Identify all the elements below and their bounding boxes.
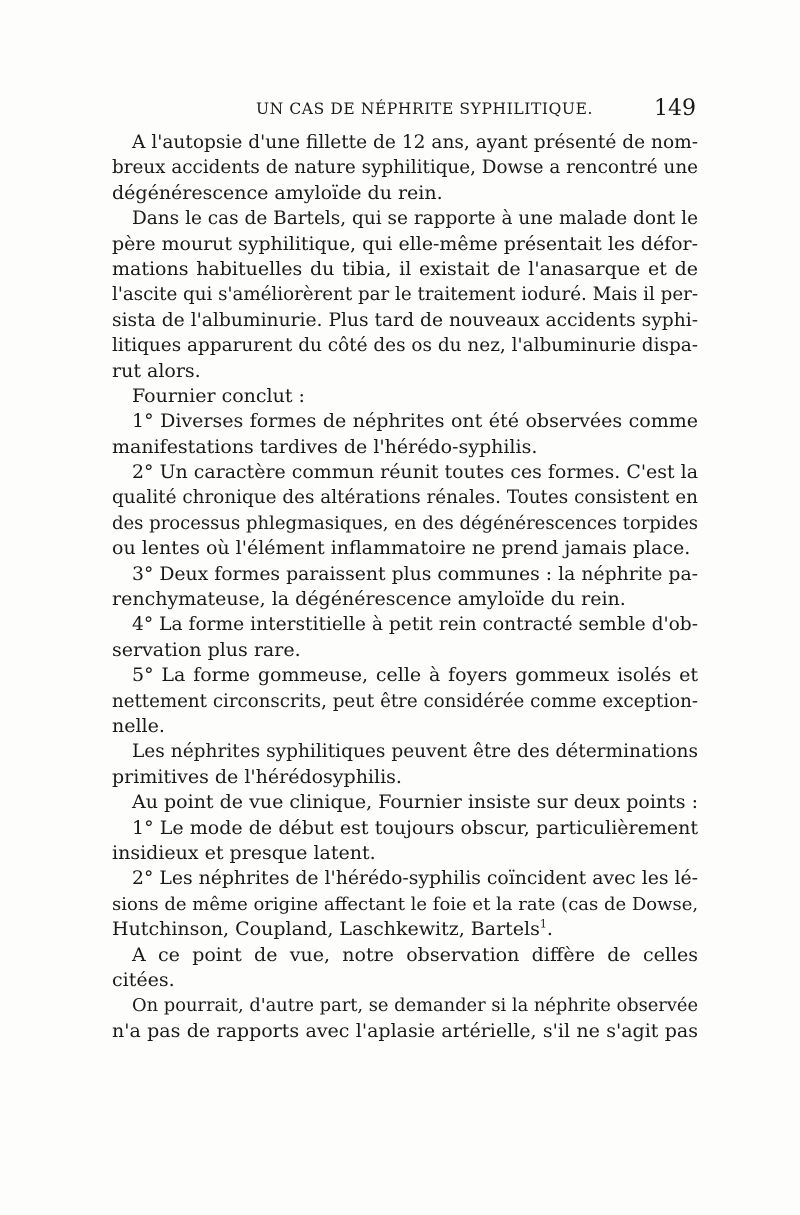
text-line (112, 308, 698, 333)
text-line-content: Dans le cas de Bartels, qui se rapporte à une malade dont le (132, 208, 698, 230)
text-line-content: citées. (112, 968, 175, 991)
text-line (112, 917, 698, 942)
running-title: UN CAS DE NÉPHRITE SYPHILITIQUE. (256, 100, 594, 118)
text-line (112, 892, 698, 917)
text-line-content: servation plus rare. (112, 638, 301, 661)
text-line-content: renchymateuse, la dégénérescence amyloïde du rein. (112, 588, 626, 611)
text-line-content: ou lentes où l'élément inflammatoire ne prend jamais place. (112, 537, 691, 560)
text-line (112, 511, 698, 536)
text-line-content: Fournier conclut : (132, 384, 305, 407)
text-line-content: n'a pas de rapports avec l'aplasie artérielle, s'il ne s'agit pas (112, 1019, 698, 1042)
text-line-content: l'ascite qui s'améliorèrent par le traitement ioduré. Mais il per- (112, 284, 698, 306)
footnote-mark: 1 (539, 917, 547, 931)
text-line (112, 663, 698, 688)
text-line (112, 993, 698, 1018)
text-line-content: 5° La forme gommeuse, celle à foyers gommeux isolés et (132, 664, 698, 687)
text-line (112, 638, 698, 663)
text-line-content: 2° Les néphrites de l'hérédo-syphilis coïncident avec les lé- (132, 868, 698, 890)
text-line-content: 4° La forme interstitielle à petit rein contracté semble d'ob- (132, 614, 698, 636)
text-line-content: Les néphrites syphilitiques peuvent être des déterminations (132, 741, 698, 763)
text-line (112, 790, 698, 815)
text-line-content: 3° Deux formes paraissent plus communes : la néphrite pa- (132, 563, 698, 585)
text-line (112, 181, 698, 206)
text-line-content: A l'autopsie d'une fillette de 12 ans, ayant présenté de nom- (132, 132, 698, 153)
text-line (112, 333, 698, 358)
text-line-content: mations habituelles du tibia, il existait de l'anasarque et de (112, 257, 698, 280)
text-line (112, 739, 698, 764)
text-line-content: qualité chronique des altérations rénales. Toutes consistent en (112, 487, 698, 509)
text-line (112, 587, 698, 612)
text-line-content: insidieux et presque latent. (112, 841, 376, 864)
text-line-content: breux accidents de nature syphilitique, Dowse a rencontré une (112, 157, 698, 179)
text-line-content: sista de l'albuminurie. Plus tard de nouveaux accidents syphi- (112, 309, 698, 331)
text-line (112, 841, 698, 866)
text-line (112, 384, 698, 409)
text-line (112, 485, 698, 510)
text-line (112, 562, 698, 587)
text-line (112, 1019, 698, 1044)
text-line (112, 206, 698, 231)
text-line-content: sions de même origine affectant le foie et la rate (cas de Dowse, (112, 893, 699, 915)
text-line (112, 816, 698, 841)
text-line-content: litiques apparurent du côté des os du nez, l'albuminurie dispa- (112, 335, 698, 357)
text-line (112, 866, 698, 891)
text-line (112, 257, 698, 282)
text-line (112, 612, 698, 637)
text-line-content: On pourrait, d'autre part, se demander si la néphrite observée (132, 995, 698, 1017)
text-line-content: père mourut syphilitique, qui elle-même présentait les défor- (112, 232, 698, 255)
text-line (112, 282, 698, 307)
text-line (112, 409, 698, 434)
text-line-content: 2° Un caractère commun réunit toutes ces formes. C'est la (132, 461, 698, 484)
text-line (112, 689, 698, 714)
text-line-content: nettement circonscrits, peut être considérée comme exception- (112, 690, 698, 712)
text-line (112, 155, 698, 180)
text-line-content: des processus phlegmasiques, en des dégénérescences torpides (112, 512, 698, 534)
body-text (112, 130, 698, 1044)
text-line-content: A ce point de vue, notre observation diffère de celles (132, 943, 698, 966)
text-line (112, 943, 698, 968)
text-line (112, 536, 698, 561)
text-line-content: rut alors. (112, 359, 201, 382)
text-line (112, 359, 698, 384)
text-line-content: Au point de vue clinique, Fournier insiste sur deux points : (132, 791, 698, 814)
running-head (112, 98, 698, 122)
text-line-content: manifestations tardives de l'hérédo-syphilis. (112, 435, 538, 458)
text-line (112, 765, 698, 790)
page-number: 149 (654, 96, 696, 121)
text-line-content: dégénérescence amyloïde du rein. (112, 181, 443, 204)
text-line (112, 460, 698, 485)
text-line-content: nelle. (112, 714, 165, 737)
text-line (112, 232, 698, 257)
text-line (112, 714, 698, 739)
text-line (112, 130, 698, 155)
text-line-content: Hutchinson, Coupland, Laschkewitz, Bartels (112, 918, 540, 941)
text-line-tail: . (546, 918, 553, 941)
text-line-content: 1° Diverses formes de néphrites ont été observées comme (132, 410, 698, 433)
text-line-content: 1° Le mode de début est toujours obscur, particulièrement (132, 816, 698, 839)
text-line (112, 435, 698, 460)
text-line-content: primitives de l'hérédosyphilis. (112, 765, 402, 788)
text-line (112, 968, 698, 993)
